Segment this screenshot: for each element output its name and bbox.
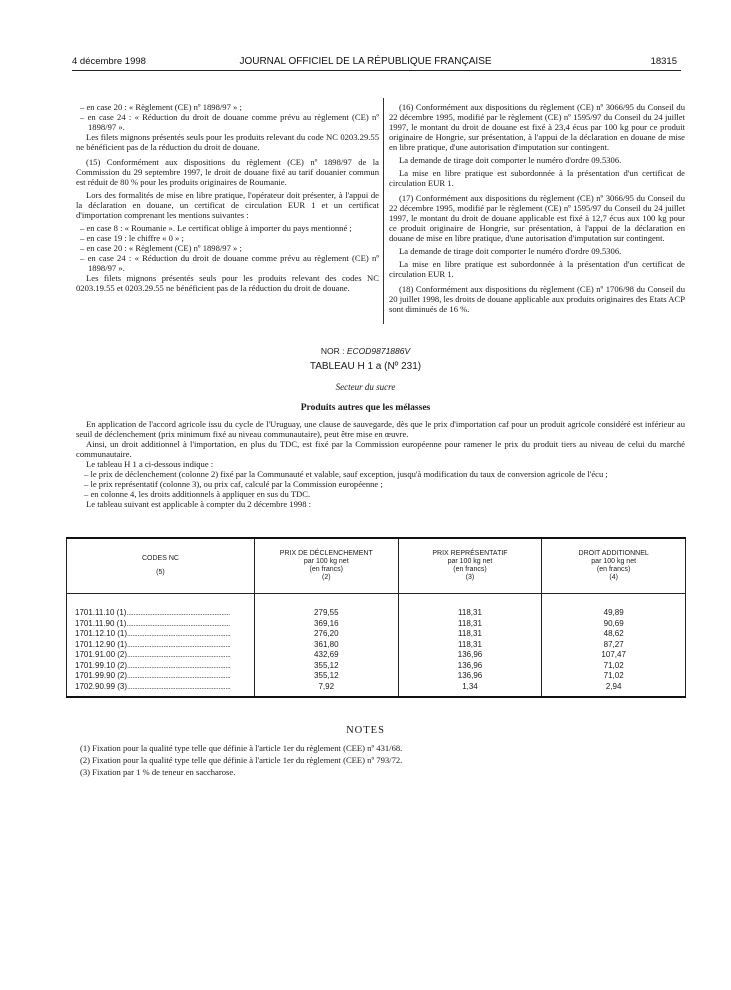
additional-price-cell: 107,47 xyxy=(542,650,686,661)
nc-code: 1701.91.00 (2) xyxy=(75,650,128,659)
spacer-cell xyxy=(254,594,398,609)
additional-price-cell: 71,02 xyxy=(542,671,686,682)
nc-code-cell xyxy=(67,608,255,619)
spacer-cell xyxy=(67,692,255,697)
nc-code-cell xyxy=(67,650,255,661)
notes-list xyxy=(80,742,680,778)
representative-price-cell: 136,96 xyxy=(398,661,542,672)
dot-leader: ............................................................ xyxy=(127,650,231,659)
additional-price-cell: 49,89 xyxy=(542,608,686,619)
header-line: (3) xyxy=(465,574,475,581)
table-row xyxy=(67,619,686,630)
spacer-cell xyxy=(398,594,542,609)
additional-price-cell: 87,27 xyxy=(542,640,686,651)
header-line: PRIX DE DÉCLENCHEMENT xyxy=(279,550,373,557)
nc-code: 1701.99.10 (2) xyxy=(75,660,128,670)
header-page-number: 18315 xyxy=(650,56,677,67)
dot-leader: ............................................................ xyxy=(127,660,231,670)
paragraph: En application de l'accord agricole issu du cycle de l'Uruguay, une clause de sauvegarde, dès que le prix d'importation caf pour un produit agricole considéré est inférieur au seuil de déclenchement (prix minimum fixé au niveau communautaire), peut être mise en œuvre. xyxy=(76,419,685,439)
table-spacer-row xyxy=(67,594,686,609)
paragraph: Les filets mignons présentés seuls pour les produits relevant des codes NC 0203.19.55 et 0203.29.55 ne bénéficient pas de la réduction du droit de douane. xyxy=(76,273,379,293)
table-header-row xyxy=(67,538,686,594)
spacer-cell xyxy=(542,594,686,609)
table-row xyxy=(67,671,686,682)
nc-code: 1701.12.10 (1) xyxy=(75,629,128,638)
table-header-cell xyxy=(542,538,686,594)
paragraph: – en case 20 : « Règlement (CE) nº 1898/97 » ; xyxy=(80,102,242,112)
table-body xyxy=(67,594,686,698)
trigger-price-cell: 276,20 xyxy=(254,629,398,640)
paragraph: – en case 24 : « Réduction du droit de douane comme prévu au règlement (CE) nº 1898/97 ». xyxy=(80,253,379,273)
header-journal-title: JOURNAL OFFICIEL DE LA RÉPUBLIQUE FRANÇAISE xyxy=(239,56,492,67)
right-column xyxy=(389,102,685,317)
nc-code: 1701.11.10 (1) xyxy=(75,608,127,617)
paragraph: (17) Conformément aux dispositions du règlement (CE) nº 3066/95 du Conseil du 22 décembre 1995, modifié par le règlement (CE) nº 1595/97 du Conseil du 24 juillet 1997, le montant du droit de douane applicable est fixé à 12,7 écus aux 100 kg pour ce produit originaire de Hongrie, sur présentation, à l'appui de la déclaration en douane de mise en libre pratique, d'une autorisation d'imputation sur contingent. xyxy=(389,193,685,243)
nc-code: 1701.12.90 (1) xyxy=(75,639,128,649)
notes-title: NOTES xyxy=(346,725,385,736)
paragraph: (15) Conformément aux dispositions du règlement (CE) nº 1898/97 de la Commission du 29 septembre 1997, le droit de douane fixé au tarif douanier commun est réduit de 80 % pour les produits originaires de Roumanie. xyxy=(76,157,379,187)
trigger-price-cell: 279,55 xyxy=(254,608,398,619)
tariff-table xyxy=(66,537,686,698)
nc-code-cell xyxy=(67,671,255,682)
paragraph: Les filets mignons présentés seuls pour les produits relevant du code NC 0203.29.55 ne bénéficient pas de la réduction du droit de douane. xyxy=(76,132,379,152)
table-row xyxy=(67,661,686,672)
note-item: (3) Fixation par 1 % de teneur en saccharose. xyxy=(80,767,236,777)
representative-price-cell: 118,31 xyxy=(398,640,542,651)
header-line: (en francs) xyxy=(453,566,487,573)
header-line: par 100 kg net xyxy=(591,558,637,565)
representative-price-cell: 136,96 xyxy=(398,671,542,682)
note-item: (2) Fixation pour la qualité type telle que définie à l'article 1er du règlement (CEE) nº 793/72. xyxy=(80,755,403,765)
nc-code-cell xyxy=(67,619,255,630)
dot-leader: ............................................................ xyxy=(127,639,231,649)
table-row xyxy=(67,640,686,651)
nc-code: 1701.11.90 (1) xyxy=(75,618,127,628)
nc-code: 1701.99.90 (2) xyxy=(75,671,128,680)
nc-code-cell xyxy=(67,682,255,693)
additional-price-cell: 48,62 xyxy=(542,629,686,640)
sector-heading: Secteur du sucre xyxy=(335,382,396,392)
paragraph: – le prix de déclenchement (colonne 2) fixé par la Communauté et valable, sauf exception, jusqu'à modification du taux de conversion agricole de l'écu ; xyxy=(84,469,608,479)
paragraph: – en case 8 : « Roumanie ». Le certificat oblige à importer du pays mentionné ; xyxy=(80,223,352,233)
dot-leader: ............................................................ xyxy=(127,629,231,638)
note-item: (1) Fixation pour la qualité type telle que définie à l'article 1er du règlement (CEE) nº 431/68. xyxy=(80,743,403,753)
nor-reference xyxy=(0,346,731,356)
additional-price-cell: 90,69 xyxy=(542,619,686,630)
nc-code-cell xyxy=(67,629,255,640)
dot-leader: ............................................................ xyxy=(127,681,231,691)
representative-price-cell: 118,31 xyxy=(398,619,542,630)
header-line: CODES NC xyxy=(141,555,179,562)
paragraph: Le tableau suivant est applicable à compter du 2 décembre 1998 : xyxy=(86,499,312,509)
dot-leader: ............................................................ xyxy=(127,671,231,680)
nc-code-cell xyxy=(67,640,255,651)
spacer-cell xyxy=(542,692,686,697)
dot-leader: ............................................................ xyxy=(126,618,230,628)
trigger-price-cell: 369,16 xyxy=(254,619,398,630)
table-row xyxy=(67,629,686,640)
table-row xyxy=(67,650,686,661)
header-line: par 100 kg net xyxy=(303,558,349,565)
spacer-cell xyxy=(254,692,398,697)
nor-label: NOR : xyxy=(320,346,347,356)
column-divider xyxy=(383,98,384,324)
trigger-price-cell: 432,69 xyxy=(254,650,398,661)
paragraph: – en case 19 : le chiffre « 0 » ; xyxy=(80,233,184,243)
representative-price-cell: 1,34 xyxy=(398,682,542,693)
header-date: 4 décembre 1998 xyxy=(72,56,146,67)
header-rule xyxy=(72,70,681,71)
header-line: (en francs) xyxy=(596,566,631,573)
table-row xyxy=(67,682,686,693)
table-title: TABLEAU H 1 a (Nº 231) xyxy=(309,361,422,372)
left-column xyxy=(76,102,379,296)
nc-code: 1702.90.99 (3) xyxy=(75,681,128,691)
paragraph: (18) Conformément aux dispositions du règlement (CE) nº 1706/98 du Conseil du 20 juillet 1998, les droits de douane applicable aux produits originaires des Etats ACP sont diminués de 16 %. xyxy=(389,284,685,314)
paragraph: La demande de tirage doit comporter le numéro d'ordre 09.5306. xyxy=(399,155,622,165)
header-line: (2) xyxy=(322,574,331,581)
header-line: (en francs) xyxy=(309,566,344,573)
table-header-cell xyxy=(398,538,542,594)
paragraph: La mise en libre pratique est subordonnée à la présentation d'un certificat de circulation EUR 1. xyxy=(389,168,685,188)
paragraph: – en case 24 : « Réduction du droit de douane comme prévu au règlement (CE) nº 1898/97 ». xyxy=(80,112,379,132)
paragraph: Ainsi, un droit additionnel à l'importation, en plus du TDC, est fixé par la Commission européenne pour ramener le prix du produit tiers au niveau de celui du marché communautaire. xyxy=(76,439,685,459)
spacer-cell xyxy=(67,594,255,609)
paragraph: Le tableau H 1 a ci-dessous indique : xyxy=(86,459,214,469)
products-heading: Produits autres que les mélasses xyxy=(300,403,431,413)
additional-price-cell: 2,94 xyxy=(542,682,686,693)
trigger-price-cell: 361,80 xyxy=(254,640,398,651)
header-line: par 100 kg net xyxy=(447,558,493,565)
header-line: (4) xyxy=(609,574,618,581)
trigger-price-cell: 7,92 xyxy=(254,682,398,693)
additional-price-cell: 71,02 xyxy=(542,661,686,672)
paragraph: (16) Conformément aux dispositions du règlement (CE) nº 3066/95 du Conseil du 22 décembre 1995, modifié par le règlement (CE) nº 1595/97 du Conseil du 24 juillet 1997, le montant du droit de douane est fixé à 23,4 écus par 100 kg pour ce produit originaire de Hongrie, sur présentation, à l'appui de la déclaration en douane de mise en libre pratique, d'une autorisation d'imputation sur contingent. xyxy=(389,102,685,152)
paragraph: La demande de tirage doit comporter le numéro d'ordre 09.5306. xyxy=(399,246,622,256)
dot-leader: ............................................................ xyxy=(126,608,230,617)
header-line: DROIT ADDITIONNEL xyxy=(578,550,649,557)
nc-code-cell xyxy=(67,661,255,672)
paragraph: Lors des formalités de mise en libre pratique, l'opérateur doit présenter, à l'appui de la déclaration en douane, un certificat de circulation EUR 1 et un certificat d'importation comprenant les mentions suivantes : xyxy=(76,190,379,220)
header-line: (5) xyxy=(156,569,165,576)
nor-value: ECOD9871886V xyxy=(346,346,411,356)
representative-price-cell: 118,31 xyxy=(398,608,542,619)
table-spacer-row xyxy=(67,692,686,697)
representative-price-cell: 118,31 xyxy=(398,629,542,640)
intro-text xyxy=(76,419,685,509)
paragraph: – en colonne 4, les droits additionnels à appliquer en sus du TDC. xyxy=(84,489,311,499)
trigger-price-cell: 355,12 xyxy=(254,661,398,672)
table-row xyxy=(67,608,686,619)
table-header-cell xyxy=(67,538,255,594)
trigger-price-cell: 355,12 xyxy=(254,671,398,682)
spacer-cell xyxy=(398,692,542,697)
paragraph: – en case 20 : « Règlement (CE) nº 1898/97 » ; xyxy=(80,243,242,253)
representative-price-cell: 136,96 xyxy=(398,650,542,661)
paragraph: – le prix représentatif (colonne 3), ou prix caf, calculé par la Commission européenne ; xyxy=(84,479,383,489)
header-line: PRIX REPRÉSENTATIF xyxy=(432,550,508,557)
paragraph: La mise en libre pratique est subordonnée à la présentation d'un certificat de circulation EUR 1. xyxy=(389,259,685,279)
table-header-cell xyxy=(254,538,398,594)
